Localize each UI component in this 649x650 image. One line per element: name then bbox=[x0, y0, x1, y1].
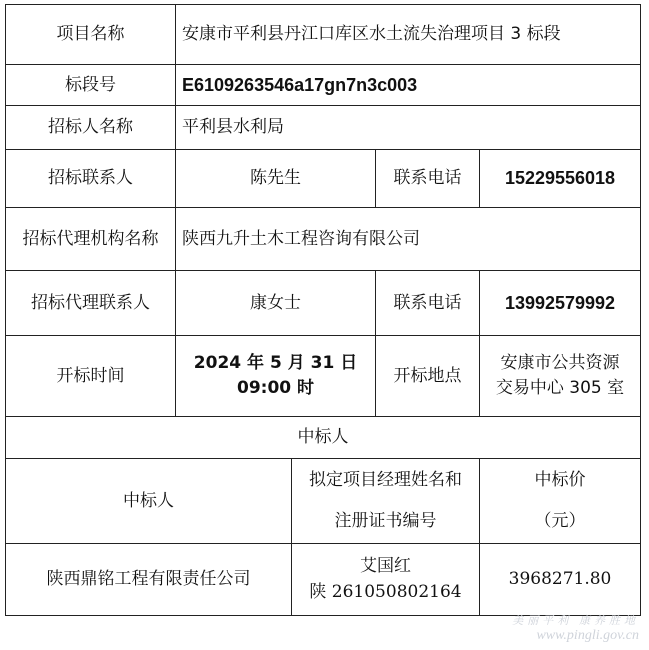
price-header-line1: 中标价 bbox=[534, 470, 586, 491]
phone-value-2: 13992579992 bbox=[479, 270, 641, 336]
winner-section-title: 中标人 bbox=[5, 416, 641, 459]
section-no-label: 标段号 bbox=[5, 64, 176, 106]
open-time-hour: 09:00 时 bbox=[236, 378, 315, 398]
winner-header: 中标人 bbox=[5, 458, 292, 544]
tenderer-value: 平利县水利局 bbox=[175, 105, 641, 150]
open-place-label: 开标地点 bbox=[375, 335, 480, 417]
watermark-slogan: 美丽平利 康养胜地 bbox=[512, 615, 639, 627]
project-name-value: 安康市平利县丹江口库区水土流失治理项目 3 标段 bbox=[175, 4, 641, 65]
agency-label: 招标代理机构名称 bbox=[5, 207, 176, 271]
site-watermark bbox=[512, 612, 639, 644]
price-header-line2: （元） bbox=[534, 511, 586, 531]
phone-value-1: 15229556018 bbox=[479, 149, 641, 208]
manager-value bbox=[291, 543, 480, 616]
manager-header bbox=[291, 458, 480, 544]
open-place-line2: 交易中心 305 室 bbox=[495, 378, 625, 398]
tenderer-contact-value: 陈先生 bbox=[175, 149, 376, 208]
tenderer-contact-label: 招标联系人 bbox=[5, 149, 176, 208]
open-time-date: 2024 年 5 月 31 日 bbox=[193, 353, 358, 374]
price-header bbox=[479, 458, 641, 544]
manager-header-line2: 注册证书编号 bbox=[334, 511, 437, 531]
phone-label-1: 联系电话 bbox=[375, 149, 480, 208]
open-time-label: 开标时间 bbox=[5, 335, 176, 417]
bid-result-table bbox=[5, 4, 641, 616]
open-place-line1: 安康市公共资源 bbox=[500, 353, 620, 374]
agency-contact-label: 招标代理联系人 bbox=[5, 270, 176, 336]
open-time-value bbox=[175, 335, 376, 417]
section-no-value: E6109263546a17gn7n3c003 bbox=[175, 64, 641, 106]
agency-contact-value: 康女士 bbox=[175, 270, 376, 336]
manager-cert: 陕 261050802164 bbox=[309, 581, 462, 602]
manager-header-line1: 拟定项目经理姓名和 bbox=[309, 470, 462, 491]
agency-value: 陕西九升土木工程咨询有限公司 bbox=[175, 207, 641, 271]
winner-value: 陕西鼎铭工程有限责任公司 bbox=[5, 543, 292, 616]
watermark-url: www.pingli.gov.cn bbox=[536, 628, 639, 643]
manager-name: 艾国红 bbox=[360, 556, 411, 576]
tenderer-label: 招标人名称 bbox=[5, 105, 176, 150]
project-name-label: 项目名称 bbox=[5, 4, 176, 65]
phone-label-2: 联系电话 bbox=[375, 270, 480, 336]
open-place-value bbox=[479, 335, 641, 417]
price-value: 3968271.80 bbox=[479, 543, 641, 616]
